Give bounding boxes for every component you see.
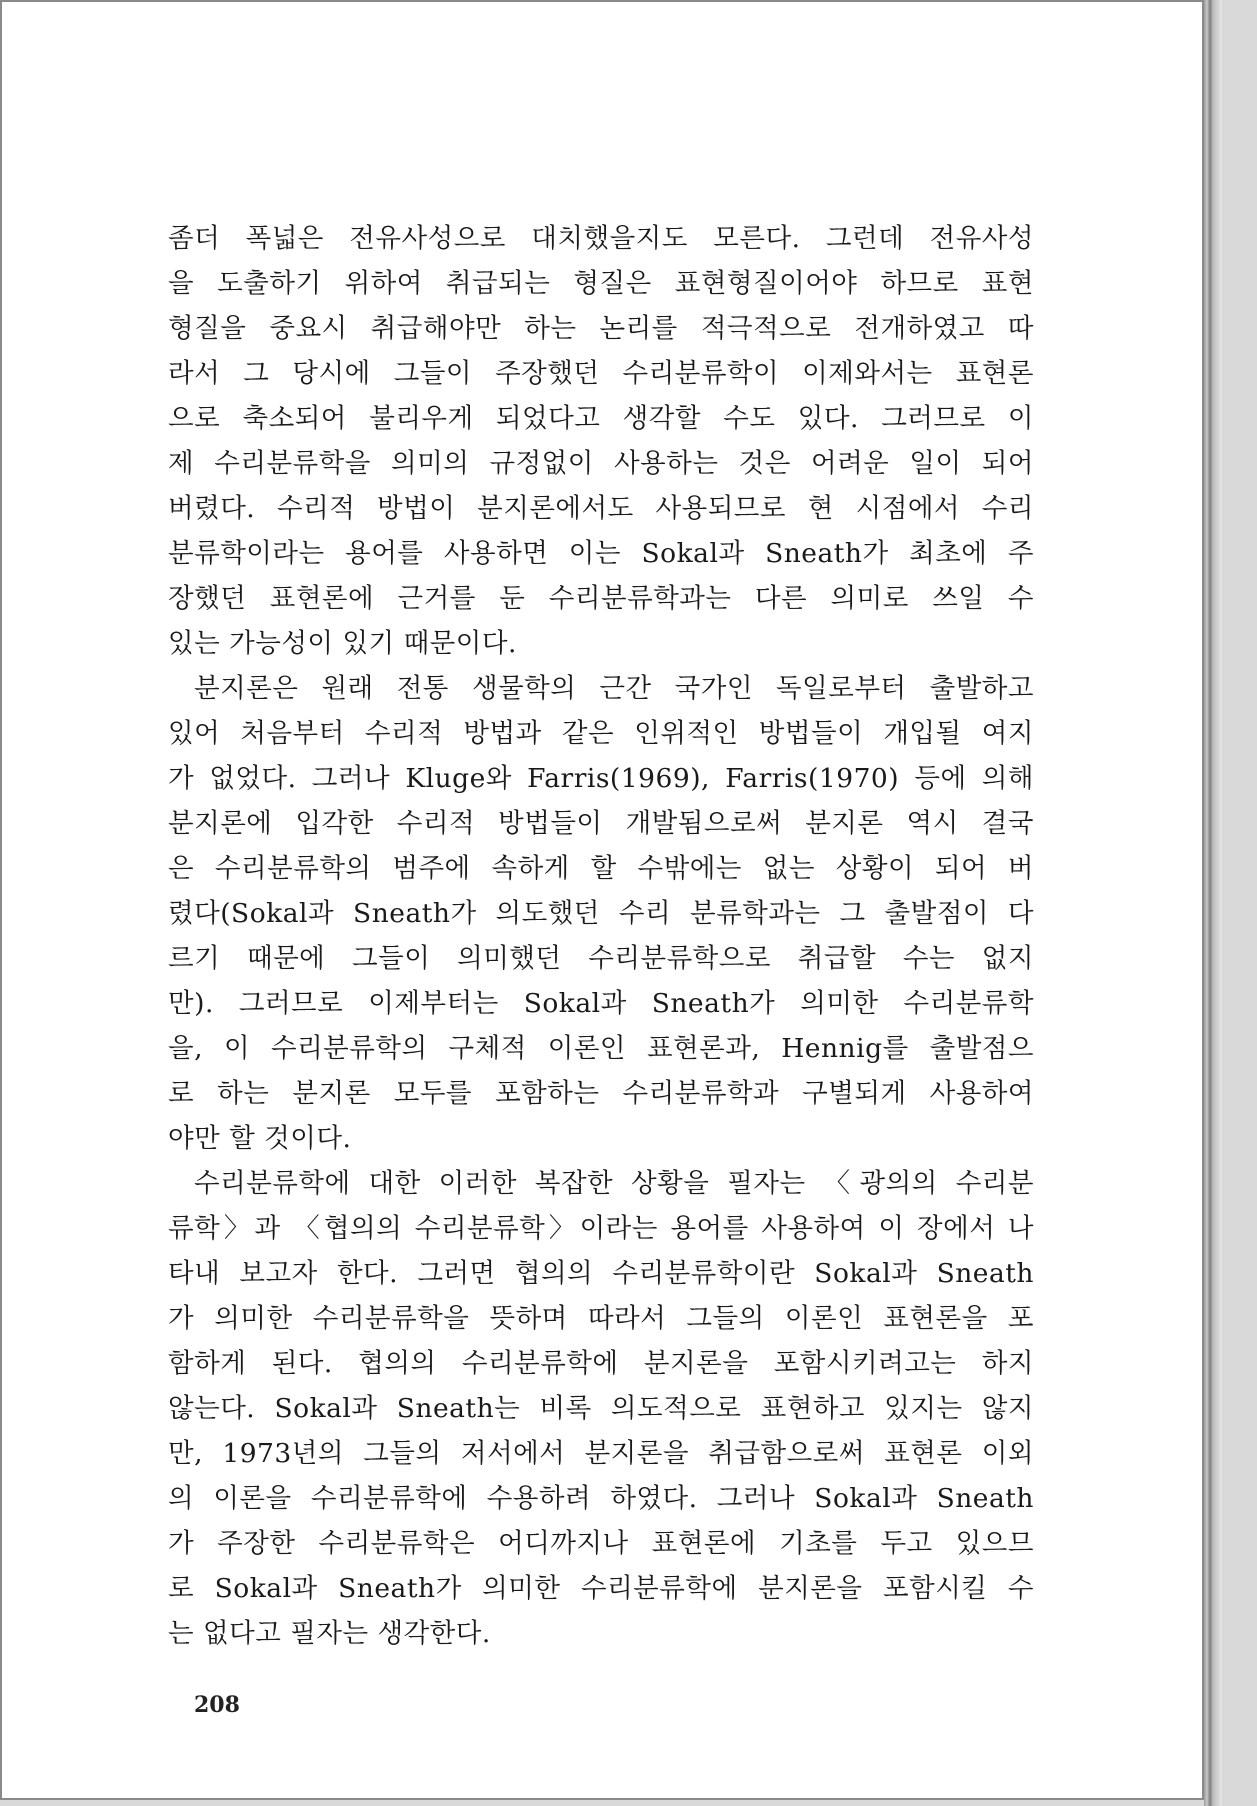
text-line: 있어 처음부터 수리적 방법과 같은 인위적인 방법들이 개입될 여지 — [168, 718, 1034, 749]
text-line: 수리분류학에 대한 이러한 복잡한 상황을 필자는 〈광의의 수리분 — [194, 1168, 1034, 1199]
text-line: 형질을 중요시 취급해야만 하는 논리를 적극적으로 전개하였고 따 — [168, 313, 1034, 344]
text-line: 분지론은 원래 전통 생물학의 근간 국가인 독일로부터 출발하고 — [194, 673, 1034, 704]
text-line: 로 Sokal과 Sneath가 의미한 수리분류학에 분지론을 포함시킬 수 — [168, 1573, 1034, 1604]
text-line: 로 하는 분지론 모두를 포함하는 수리분류학과 구별되게 사용하여 — [168, 1078, 1034, 1109]
text-line: 을 도출하기 위하여 취급되는 형질은 표현형질이어야 하므로 표현 — [168, 268, 1034, 299]
text-line: 제 수리분류학을 의미의 규정없이 사용하는 것은 어려운 일이 되어 — [168, 448, 1034, 479]
text-line: 는 없다고 필자는 생각한다. — [168, 1618, 491, 1649]
text-line: 타내 보고자 한다. 그러면 협의의 수리분류학이란 Sokal과 Sneath — [168, 1258, 1034, 1289]
text-line: 류학〉과 〈협의의 수리분류학〉이라는 용어를 사용하여 이 장에서 나 — [168, 1213, 1034, 1244]
text-line: 의 이론을 수리분류학에 수용하려 하였다. 그러나 Sokal과 Sneath — [168, 1483, 1034, 1514]
text-line: 가 의미한 수리분류학을 뜻하며 따라서 그들의 이론인 표현론을 포 — [168, 1303, 1034, 1334]
text-line: 않는다. Sokal과 Sneath는 비록 의도적으로 표현하고 있지는 않지 — [168, 1393, 1034, 1424]
page-stack-edge — [1204, 0, 1222, 1806]
text-line: 렸다(Sokal과 Sneath가 의도했던 수리 분류학과는 그 출발점이 다 — [168, 898, 1034, 929]
text-line: 을, 이 수리분류학의 구체적 이론인 표현론과, Hennig를 출발점으 — [168, 1033, 1034, 1064]
text-line: 버렸다. 수리적 방법이 분지론에서도 사용되므로 현 시점에서 수리 — [168, 493, 1034, 524]
text-line: 가 없었다. 그러나 Kluge와 Farris(1969), Farris(1970) 등에 의해 — [168, 763, 1034, 794]
page-number: 208 — [194, 1692, 240, 1718]
text-line: 은 수리분류학의 범주에 속하게 할 수밖에는 없는 상황이 되어 버 — [168, 853, 1034, 884]
text-line: 만). 그러므로 이제부터는 Sokal과 Sneath가 의미한 수리분류학 — [168, 988, 1034, 1019]
text-line: 분지론에 입각한 수리적 방법들이 개발됨으로써 분지론 역시 결국 — [168, 808, 1034, 839]
text-line: 가 주장한 수리분류학은 어디까지나 표현론에 기초를 두고 있으므 — [168, 1528, 1034, 1559]
text-line: 좀더 폭넓은 전유사성으로 대치했을지도 모른다. 그런데 전유사성 — [168, 223, 1034, 254]
text-line: 있는 가능성이 있기 때문이다. — [168, 628, 517, 659]
body-text — [168, 216, 1034, 1656]
text-line: 야만 할 것이다. — [168, 1123, 352, 1154]
text-line: 으로 축소되어 불리우게 되었다고 생각할 수도 있다. 그러므로 이 — [168, 403, 1034, 434]
text-line: 라서 그 당시에 그들이 주장했던 수리분류학이 이제와서는 표현론 — [168, 358, 1034, 389]
text-line: 르기 때문에 그들이 의미했던 수리분류학으로 취급할 수는 없지 — [168, 943, 1034, 974]
text-line: 분류학이라는 용어를 사용하면 이는 Sokal과 Sneath가 최초에 주 — [168, 538, 1034, 569]
text-line: 만, 1973년의 그들의 저서에서 분지론을 취급함으로써 표현론 이외 — [168, 1438, 1034, 1469]
text-line: 함하게 된다. 협의의 수리분류학에 분지론을 포함시키려고는 하지 — [168, 1348, 1034, 1379]
text-line: 장했던 표현론에 근거를 둔 수리분류학과는 다른 의미로 쓰일 수 — [168, 583, 1034, 614]
